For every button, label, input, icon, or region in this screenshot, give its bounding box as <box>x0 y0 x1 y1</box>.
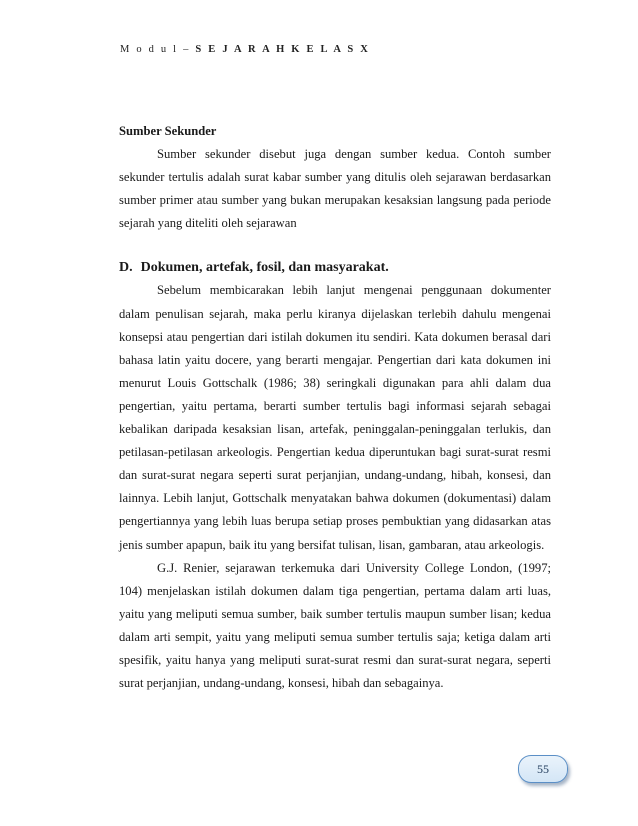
paragraph-sumber-sekunder: Sumber sekunder disebut juga dengan sumber kedua. Contoh sumber sekunder tertulis adalah surat kabar sumber yang ditulis oleh sejarawan berdasarkan sumber primer atau sumber yang bukan merupakan kesaksian langsung pada periode sejarah yang diteliti oleh sejarawan <box>119 147 551 231</box>
page-number: 55 <box>537 761 549 776</box>
page-content <box>119 120 551 695</box>
section-heading-d <box>119 256 551 279</box>
paragraph-dokumen-1: Sebelum membicarakan lebih lanjut mengenai penggunaan dokumenter dalam penulisan sejarah, maka perlu kiranya dijelaskan terlebih dahulu mengenai konsepsi atau pengertian dari istilah dokumen itu sendiri. Kata dokumen berasal dari bahasa latin yaitu docere, yang berarti mengajar. Pengertian dari kata dokumen ini menurut Louis Gottschalk (1986; 38) seringkali digunakan para ahli dalam dua pengertian, yaitu pertama, berarti sumber tertulis bagi informasi sejarah sebagai kebalikan daripada kesaksian lisan, artefak, peninggalan-peninggalan terlukis, dan petilasan-petilasan arkeologis. Pengertian kedua diperuntukan bagi surat-surat resmi dan surat-surat negara seperti surat perjanjian, undang-undang, hibah, konsesi, dan lainnya. Lebih lanjut, Gottschalk menyatakan bahwa dokumen (dokumentasi) dalam pengertiannya yang lebih luas berupa setiap proses pembuktian yang didasarkan atas jenis sumber apapun, baik itu yang bersifat tulisan, lisan, gambaran, atau arkeologis. <box>119 283 551 552</box>
page-number-badge <box>518 755 568 783</box>
section-title: Dokumen, artefak, fosil, dan masyarakat. <box>140 260 389 276</box>
section-heading-sumber-sekunder: Sumber Sekunder <box>119 124 217 138</box>
section-letter: D. <box>119 260 133 276</box>
module-title: S E J A R A H K E L A S X <box>195 44 371 55</box>
paragraph-dokumen-2: G.J. Renier, sejarawan terkemuka dari University College London, (1997; 104) menjelaskan istilah dokumen dalam tiga pengertian, pertama dalam arti luas, yaitu yang meliputi semua sumber, baik sumber tertulis maupun sumber lisan; kedua dalam arti sempit, yaitu yang meliputi semua sumber tertulis saja; ketiga dalam arti spesifik, yaitu hanya yang meliputi surat-surat resmi dan surat-surat negara, seperti surat perjanjian, undang-undang, konsesi, hibah dan sebagainya. <box>119 560 551 691</box>
module-label: M o d u l – <box>120 44 191 55</box>
running-header <box>120 44 370 55</box>
